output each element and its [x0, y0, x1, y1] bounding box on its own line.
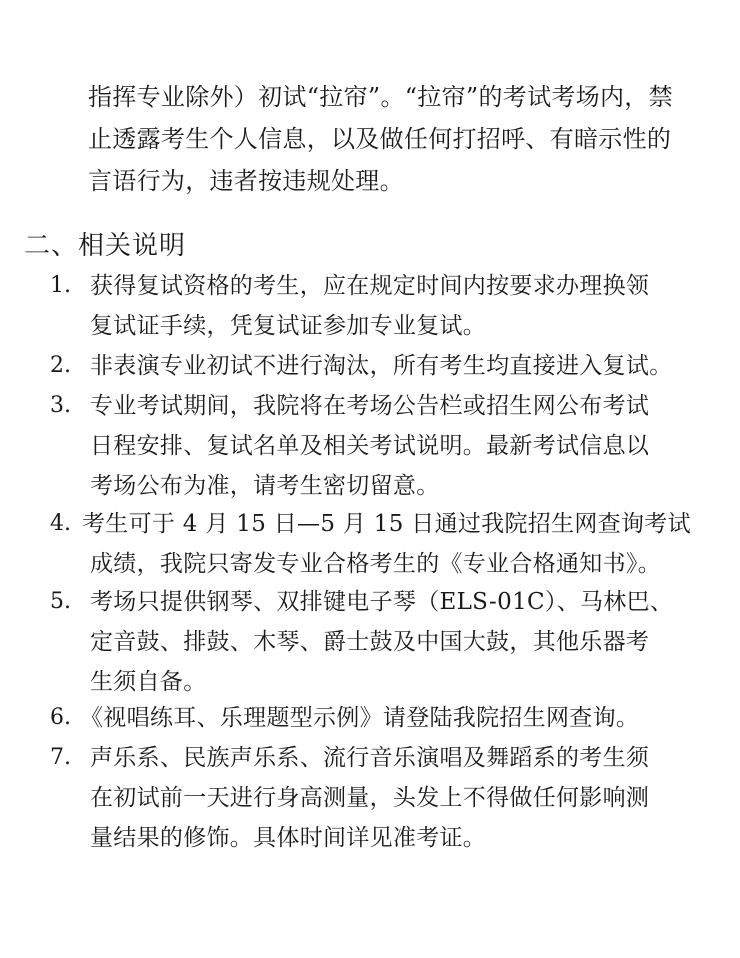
section-heading: 二、相关说明 [24, 231, 187, 261]
item-line: 复试证手续，凭复试证参加专业复试。 [90, 313, 487, 339]
list-item [50, 266, 740, 346]
item-line: 生须自备。 [90, 669, 207, 695]
item-number: 3. [50, 393, 71, 418]
intro-line: 指挥专业除外）初试“拉帘”。“拉帘”的考试考场内，禁 [88, 83, 673, 111]
item-number: 4. [50, 511, 71, 536]
item-line: 考场只提供钢琴、双排键电子琴（ELS-01C）、马林巴、 [90, 589, 674, 615]
item-number: 6. [50, 705, 71, 730]
item-line: 《视唱练耳、乐理题型示例》请登陆我院招生网查询。 [80, 705, 640, 731]
intro-paragraph [88, 76, 728, 202]
item-line: 获得复试资格的考生，应在规定时间内按要求办理换领 [90, 273, 650, 299]
item-number: 5. [50, 589, 71, 614]
list-item [50, 346, 740, 386]
item-line: 成绩，我院只寄发专业合格考生的《专业合格通知书》。 [90, 551, 661, 577]
list-item [50, 698, 740, 738]
list-item [50, 738, 740, 858]
item-line: 非表演专业初试不进行淘汰，所有考生均直接进入复试。 [90, 353, 673, 379]
item-number: 2. [50, 353, 71, 378]
item-number: 7. [50, 745, 71, 770]
item-line: 专业考试期间，我院将在考场公告栏或招生网公布考试 [90, 393, 650, 419]
intro-line: 止透露考生个人信息，以及做任何打招呼、有暗示性的 [88, 125, 672, 153]
item-line: 声乐系、民族声乐系、流行音乐演唱及舞蹈系的考生须 [90, 745, 650, 771]
item-number: 1. [50, 273, 71, 298]
item-line: 量结果的修饰。具体时间详见准考证。 [90, 825, 487, 851]
item-line: 在初试前一天进行身高测量，头发上不得做任何影响测 [90, 785, 650, 811]
intro-line: 言语行为，违者按违规处理。 [88, 167, 404, 195]
item-line: 日程安排、复试名单及相关考试说明。最新考试信息以 [90, 433, 650, 459]
list-item [50, 386, 740, 506]
item-line: 定音鼓、排鼓、木琴、爵士鼓及中国大鼓，其他乐器考 [90, 629, 650, 655]
item-line: 考场公布为准，请考生密切留意。 [90, 473, 440, 499]
list-item [50, 582, 740, 702]
item-line: 考生可于 4 月 15 日—5 月 15 日通过我院招生网查询考试 [82, 511, 691, 537]
list-item [50, 504, 740, 584]
